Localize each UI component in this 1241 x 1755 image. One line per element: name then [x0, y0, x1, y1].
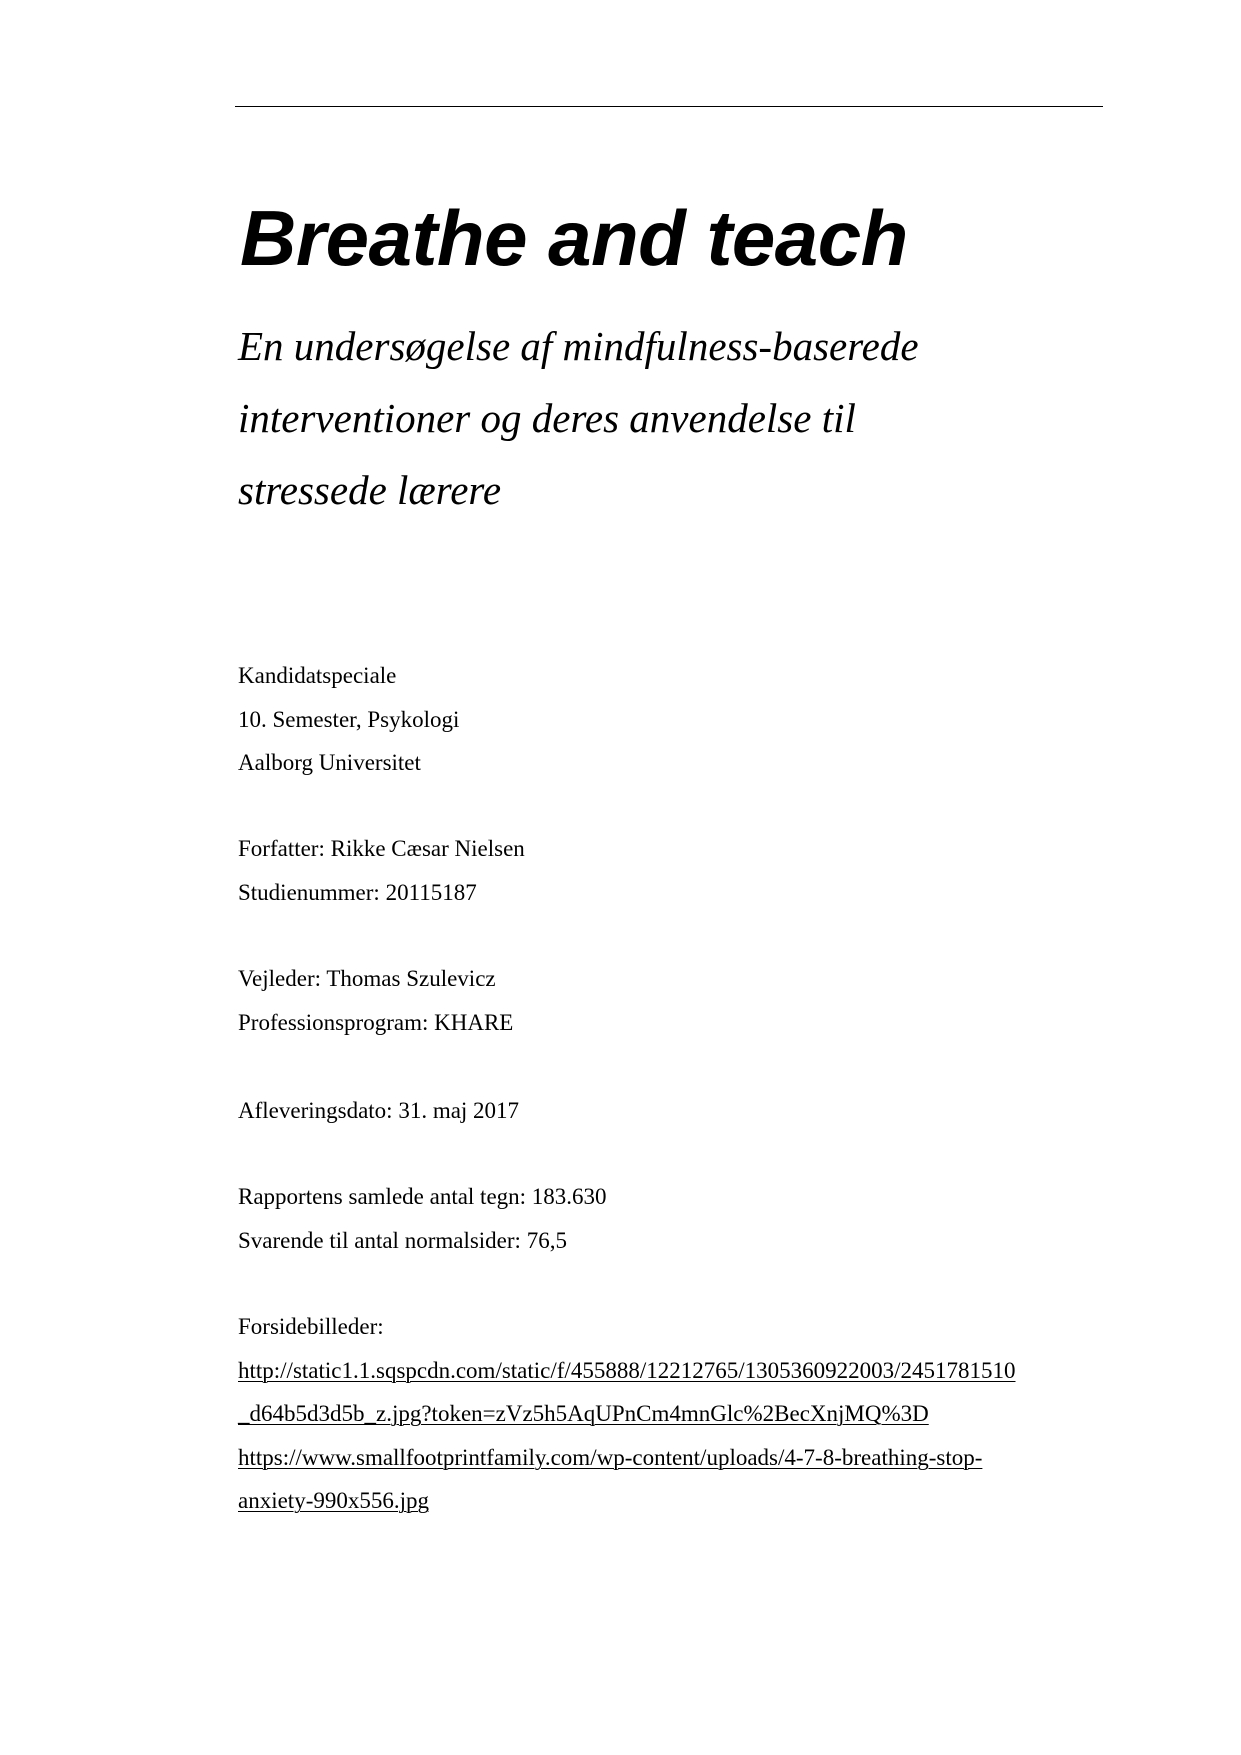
header-rule — [235, 106, 1103, 107]
stats-block — [238, 1175, 607, 1262]
student-number: Studienummer: 20115187 — [238, 879, 477, 905]
program-block — [238, 654, 459, 785]
cover-images-block — [238, 1305, 1016, 1523]
supervisor-block — [238, 957, 513, 1044]
cover-image-link-2-cont[interactable] — [238, 1479, 1016, 1523]
normal-pages-count: Svarende til antal normalsider: 76,5 — [238, 1227, 567, 1253]
subtitle-line: interventioner og deres anvendelse til — [238, 395, 856, 441]
cover-image-link-1-cont[interactable] — [238, 1392, 1016, 1436]
cover-images-label: Forsidebilleder: — [238, 1314, 384, 1339]
cover-image-link-2-part-2[interactable]: anxiety-990x556.jpg — [238, 1488, 429, 1513]
cover-image-link-1[interactable] — [238, 1349, 1016, 1393]
profession-program: Professionsprogram: KHARE — [238, 1009, 514, 1035]
author-name: Forfatter: Rikke Cæsar Nielsen — [238, 836, 525, 861]
submission-date: Afleveringsdato: 31. maj 2017 — [238, 1098, 520, 1123]
character-count: Rapportens samlede antal tegn: 183.630 — [238, 1184, 607, 1209]
cover-image-link-2-part-1[interactable]: https://www.smallfootprintfamily.com/wp-content/uploads/4-7-8-breathing-stop- — [238, 1444, 983, 1470]
cover-image-link-2[interactable] — [238, 1436, 1016, 1480]
cover-image-link-1-part-1[interactable]: http://static1.1.sqspcdn.com/static/f/455888/12212765/1305360922003/2451781510 — [238, 1357, 1016, 1383]
document-title: Breathe and teach — [240, 194, 908, 282]
subtitle-line: En undersøgelse af mindfulness-baserede — [238, 323, 919, 369]
subtitle-line: stressede lærere — [238, 467, 502, 513]
thesis-type: Kandidatspeciale — [238, 663, 397, 688]
author-block — [238, 827, 525, 914]
supervisor-name: Vejleder: Thomas Szulevicz — [238, 966, 496, 991]
university: Aalborg Universitet — [238, 750, 421, 775]
cover-image-link-1-part-2[interactable]: _d64b5d3d5b_z.jpg?token=zVz5h5AqUPnCm4mnGlc%2BecXnjMQ%3D — [238, 1401, 929, 1426]
document-subtitle — [238, 310, 919, 526]
submission-block — [238, 1089, 519, 1133]
semester: 10. Semester, Psykologi — [238, 706, 460, 732]
